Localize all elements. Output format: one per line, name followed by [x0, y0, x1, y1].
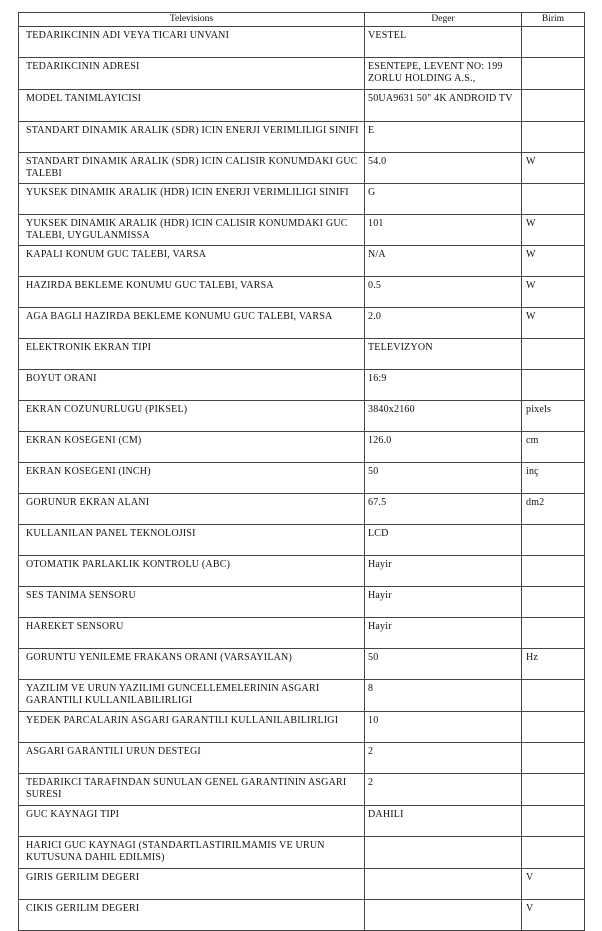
row-label: TEDARIKCININ ADI VEYA TICARI UNVANI	[19, 27, 365, 58]
row-value: 2	[365, 774, 522, 806]
row-value: TELEVIZYON	[365, 339, 522, 370]
row-label: SES TANIMA SENSORU	[19, 587, 365, 618]
row-unit	[522, 90, 585, 122]
header-televisions: Televisions	[19, 13, 365, 27]
row-label: ASGARI GARANTILI URUN DESTEGI	[19, 743, 365, 774]
row-label: STANDART DINAMIK ARALIK (SDR) ICIN CALISIR KONUMDAKI GUC TALEBI	[19, 153, 365, 184]
row-unit: W	[522, 277, 585, 308]
table-row	[19, 869, 585, 900]
row-label: AGA BAGLI HAZIRDA BEKLEME KONUMU GUC TALEBI, VARSA	[19, 308, 365, 339]
row-unit	[522, 122, 585, 153]
row-unit	[522, 58, 585, 90]
row-value: LCD	[365, 525, 522, 556]
row-value: 0.5	[365, 277, 522, 308]
row-unit	[522, 774, 585, 806]
row-value: Hayir	[365, 618, 522, 649]
table-row	[19, 556, 585, 587]
row-label: HARICI GUC KAYNAGI (STANDARTLASTIRILMAMIS VE URUN KUTUSUNA DAHIL EDILMIS)	[19, 837, 365, 869]
row-value: E	[365, 122, 522, 153]
row-label: YUKSEK DINAMIK ARALIK (HDR) ICIN ENERJI VERIMLILIGI SINIFI	[19, 184, 365, 215]
row-value: 101	[365, 215, 522, 246]
table-row	[19, 463, 585, 494]
row-value: N/A	[365, 246, 522, 277]
row-label: EKRAN KOSEGENI (INCH)	[19, 463, 365, 494]
row-label: EKRAN KOSEGENI (CM)	[19, 432, 365, 463]
row-unit	[522, 556, 585, 587]
row-label: TEDARIKCININ ADRESI	[19, 58, 365, 90]
row-label: MODEL TANIMLAYICISI	[19, 90, 365, 122]
row-value: DAHILI	[365, 806, 522, 837]
row-value: 67.5	[365, 494, 522, 525]
row-unit	[522, 680, 585, 712]
row-value: 2.0	[365, 308, 522, 339]
row-value: VESTEL	[365, 27, 522, 58]
header-birim: Birim	[522, 13, 585, 27]
table-row	[19, 58, 585, 90]
row-value: 50	[365, 649, 522, 680]
row-label: YEDEK PARCALARIN ASGARI GARANTILI KULLANILABILIRLIGI	[19, 712, 365, 743]
row-value: 10	[365, 712, 522, 743]
table-row	[19, 90, 585, 122]
table-row	[19, 27, 585, 58]
table-row	[19, 401, 585, 432]
table-row	[19, 246, 585, 277]
row-unit	[522, 184, 585, 215]
row-value: 8	[365, 680, 522, 712]
row-value: 3840x2160	[365, 401, 522, 432]
row-unit	[522, 743, 585, 774]
table-row	[19, 680, 585, 712]
row-label: YAZILIM VE URUN YAZILIMI GUNCELLEMELERININ ASGARI GARANTILI KULLANILABILIRLIGI	[19, 680, 365, 712]
row-label: GORUNTU YENILEME FRAKANS ORANI (VARSAYILAN)	[19, 649, 365, 680]
table-row	[19, 122, 585, 153]
row-unit: W	[522, 308, 585, 339]
table-row	[19, 494, 585, 525]
row-label: EKRAN COZUNURLUGU (PIKSEL)	[19, 401, 365, 432]
row-unit: cm	[522, 432, 585, 463]
row-unit	[522, 618, 585, 649]
row-unit: inç	[522, 463, 585, 494]
row-value: 50UA9631 50" 4K ANDROID TV	[365, 90, 522, 122]
row-unit	[522, 370, 585, 401]
table-row	[19, 587, 585, 618]
spec-sheet	[18, 12, 584, 931]
row-label: YUKSEK DINAMIK ARALIK (HDR) ICIN CALISIR KONUMDAKI GUC TALEBI, UYGULANMISSA	[19, 215, 365, 246]
table-row	[19, 370, 585, 401]
row-unit	[522, 525, 585, 556]
row-label: HAZIRDA BEKLEME KONUMU GUC TALEBI, VARSA	[19, 277, 365, 308]
row-unit	[522, 27, 585, 58]
row-unit: V	[522, 869, 585, 900]
table-row	[19, 339, 585, 370]
table-row	[19, 153, 585, 184]
row-value: Hayir	[365, 587, 522, 618]
table-row	[19, 743, 585, 774]
table-row	[19, 525, 585, 556]
table-row	[19, 712, 585, 743]
row-value: 54.0	[365, 153, 522, 184]
row-unit	[522, 806, 585, 837]
row-value	[365, 900, 522, 931]
row-label: ELEKTRONIK EKRAN TIPI	[19, 339, 365, 370]
row-label: GUC KAYNAGI TIPI	[19, 806, 365, 837]
row-label: CIKIS GERILIM DEGERI	[19, 900, 365, 931]
row-label: BOYUT ORANI	[19, 370, 365, 401]
row-unit: dm2	[522, 494, 585, 525]
row-unit: Hz	[522, 649, 585, 680]
row-label: HAREKET SENSORU	[19, 618, 365, 649]
table-row	[19, 308, 585, 339]
row-value	[365, 869, 522, 900]
row-value: G	[365, 184, 522, 215]
row-unit: W	[522, 215, 585, 246]
row-unit: V	[522, 900, 585, 931]
table-row	[19, 837, 585, 869]
row-unit	[522, 339, 585, 370]
table-row	[19, 184, 585, 215]
row-label: GORUNUR EKRAN ALANI	[19, 494, 365, 525]
row-label: GIRIS GERILIM DEGERI	[19, 869, 365, 900]
table-row	[19, 432, 585, 463]
row-unit: W	[522, 246, 585, 277]
row-label: KAPALI KONUM GUC TALEBI, VARSA	[19, 246, 365, 277]
header-deger: Deger	[365, 13, 522, 27]
row-value: 16:9	[365, 370, 522, 401]
row-value: 2	[365, 743, 522, 774]
row-unit: pixels	[522, 401, 585, 432]
row-label: OTOMATIK PARLAKLIK KONTROLU (ABC)	[19, 556, 365, 587]
table-row	[19, 618, 585, 649]
row-value	[365, 837, 522, 869]
table-header-row	[19, 13, 585, 27]
table-body	[19, 27, 585, 931]
table-row	[19, 806, 585, 837]
table-row	[19, 649, 585, 680]
row-value: ESENTEPE, LEVENT NO: 199 ZORLU HOLDING A.S.,	[365, 58, 522, 90]
row-value: 50	[365, 463, 522, 494]
row-value: Hayir	[365, 556, 522, 587]
table-row	[19, 774, 585, 806]
row-label: KULLANILAN PANEL TEKNOLOJISI	[19, 525, 365, 556]
row-unit	[522, 587, 585, 618]
row-unit	[522, 712, 585, 743]
row-label: STANDART DINAMIK ARALIK (SDR) ICIN ENERJI VERIMLILIGI SINIFI	[19, 122, 365, 153]
row-value: 126.0	[365, 432, 522, 463]
row-unit: W	[522, 153, 585, 184]
row-label: TEDARIKCI TARAFINDAN SUNULAN GENEL GARANTININ ASGARI SURESI	[19, 774, 365, 806]
product-info-table	[18, 12, 585, 931]
row-unit	[522, 837, 585, 869]
table-row	[19, 900, 585, 931]
table-row	[19, 277, 585, 308]
table-row	[19, 215, 585, 246]
